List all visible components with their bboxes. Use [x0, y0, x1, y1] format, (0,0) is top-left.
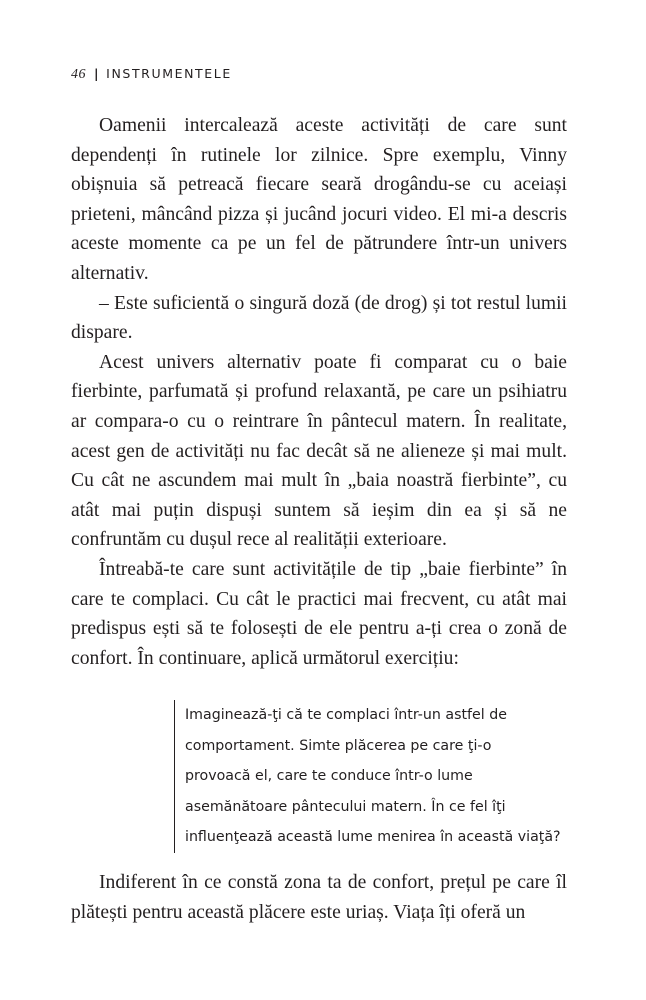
exercise-line: Imaginează-ţi că te complaci într-un astfel de — [185, 707, 507, 723]
closing-text — [71, 868, 567, 927]
paragraph-3: Acest univers alternativ poate fi comparat cu o baie fierbinte, parfumată și profund relaxantă, pe care un psihiatru ar compara-o cu o reintrare în pântecul matern. În realitate, acest gen de activități nu fac decât să ne alieneze și mai mult. Cu cât ne ascundem mai mult în „baia noastră fierbinte”, cu atât mai puțin dispuși suntem să ieșim din ea și să ne confruntăm cu dușul rece al realității exterioare. — [71, 351, 567, 551]
page-number: 46 — [71, 67, 86, 82]
paragraph-5: Indiferent în ce constă zona ta de confort, prețul pe care îl plătești pentru această plăcere este uriaș. Viața îți oferă un — [71, 872, 567, 923]
exercise-blockquote — [174, 700, 585, 853]
paragraph-4: Întreabă-te care sunt activitățile de tip „baie fierbinte” în care te complaci. Cu cât le practici mai frecvent, cu atât mai predispus ești să te folosești de ele pentru a-ți crea o zonă de confort. În continuare, aplică următorul exercițiu: — [71, 558, 567, 669]
exercise-line: provoacă el, care te conduce într-o lume — [185, 768, 473, 784]
header-separator: | — [94, 66, 101, 81]
running-head — [71, 66, 232, 83]
paragraph-1: Oamenii intercalează aceste activități de care sunt dependenți în rutinele lor zilnice. Spre exemplu, Vinny obișnuia să petreacă fiecare seară drogându-se cu aceiași prieteni, mâncând pizza și jucând jocuri video. El mi-a descris aceste momente ca pe un fel de pătrundere într-un univers alternativ. — [71, 115, 567, 284]
section-title: INSTRUMENTELE — [106, 66, 232, 81]
exercise-line: comportament. Simte plăcerea pe care ţi-o — [185, 737, 492, 754]
exercise-line: asemănătoare pântecului matern. În ce fel îţi — [185, 798, 506, 815]
body-text — [71, 111, 567, 673]
paragraph-2-dialogue: – Este suficientă o singură doză (de drog) și tot restul lumii dispare. — [71, 292, 567, 344]
exercise-line: influenţează această lume menirea în această viaţă? — [185, 829, 561, 845]
